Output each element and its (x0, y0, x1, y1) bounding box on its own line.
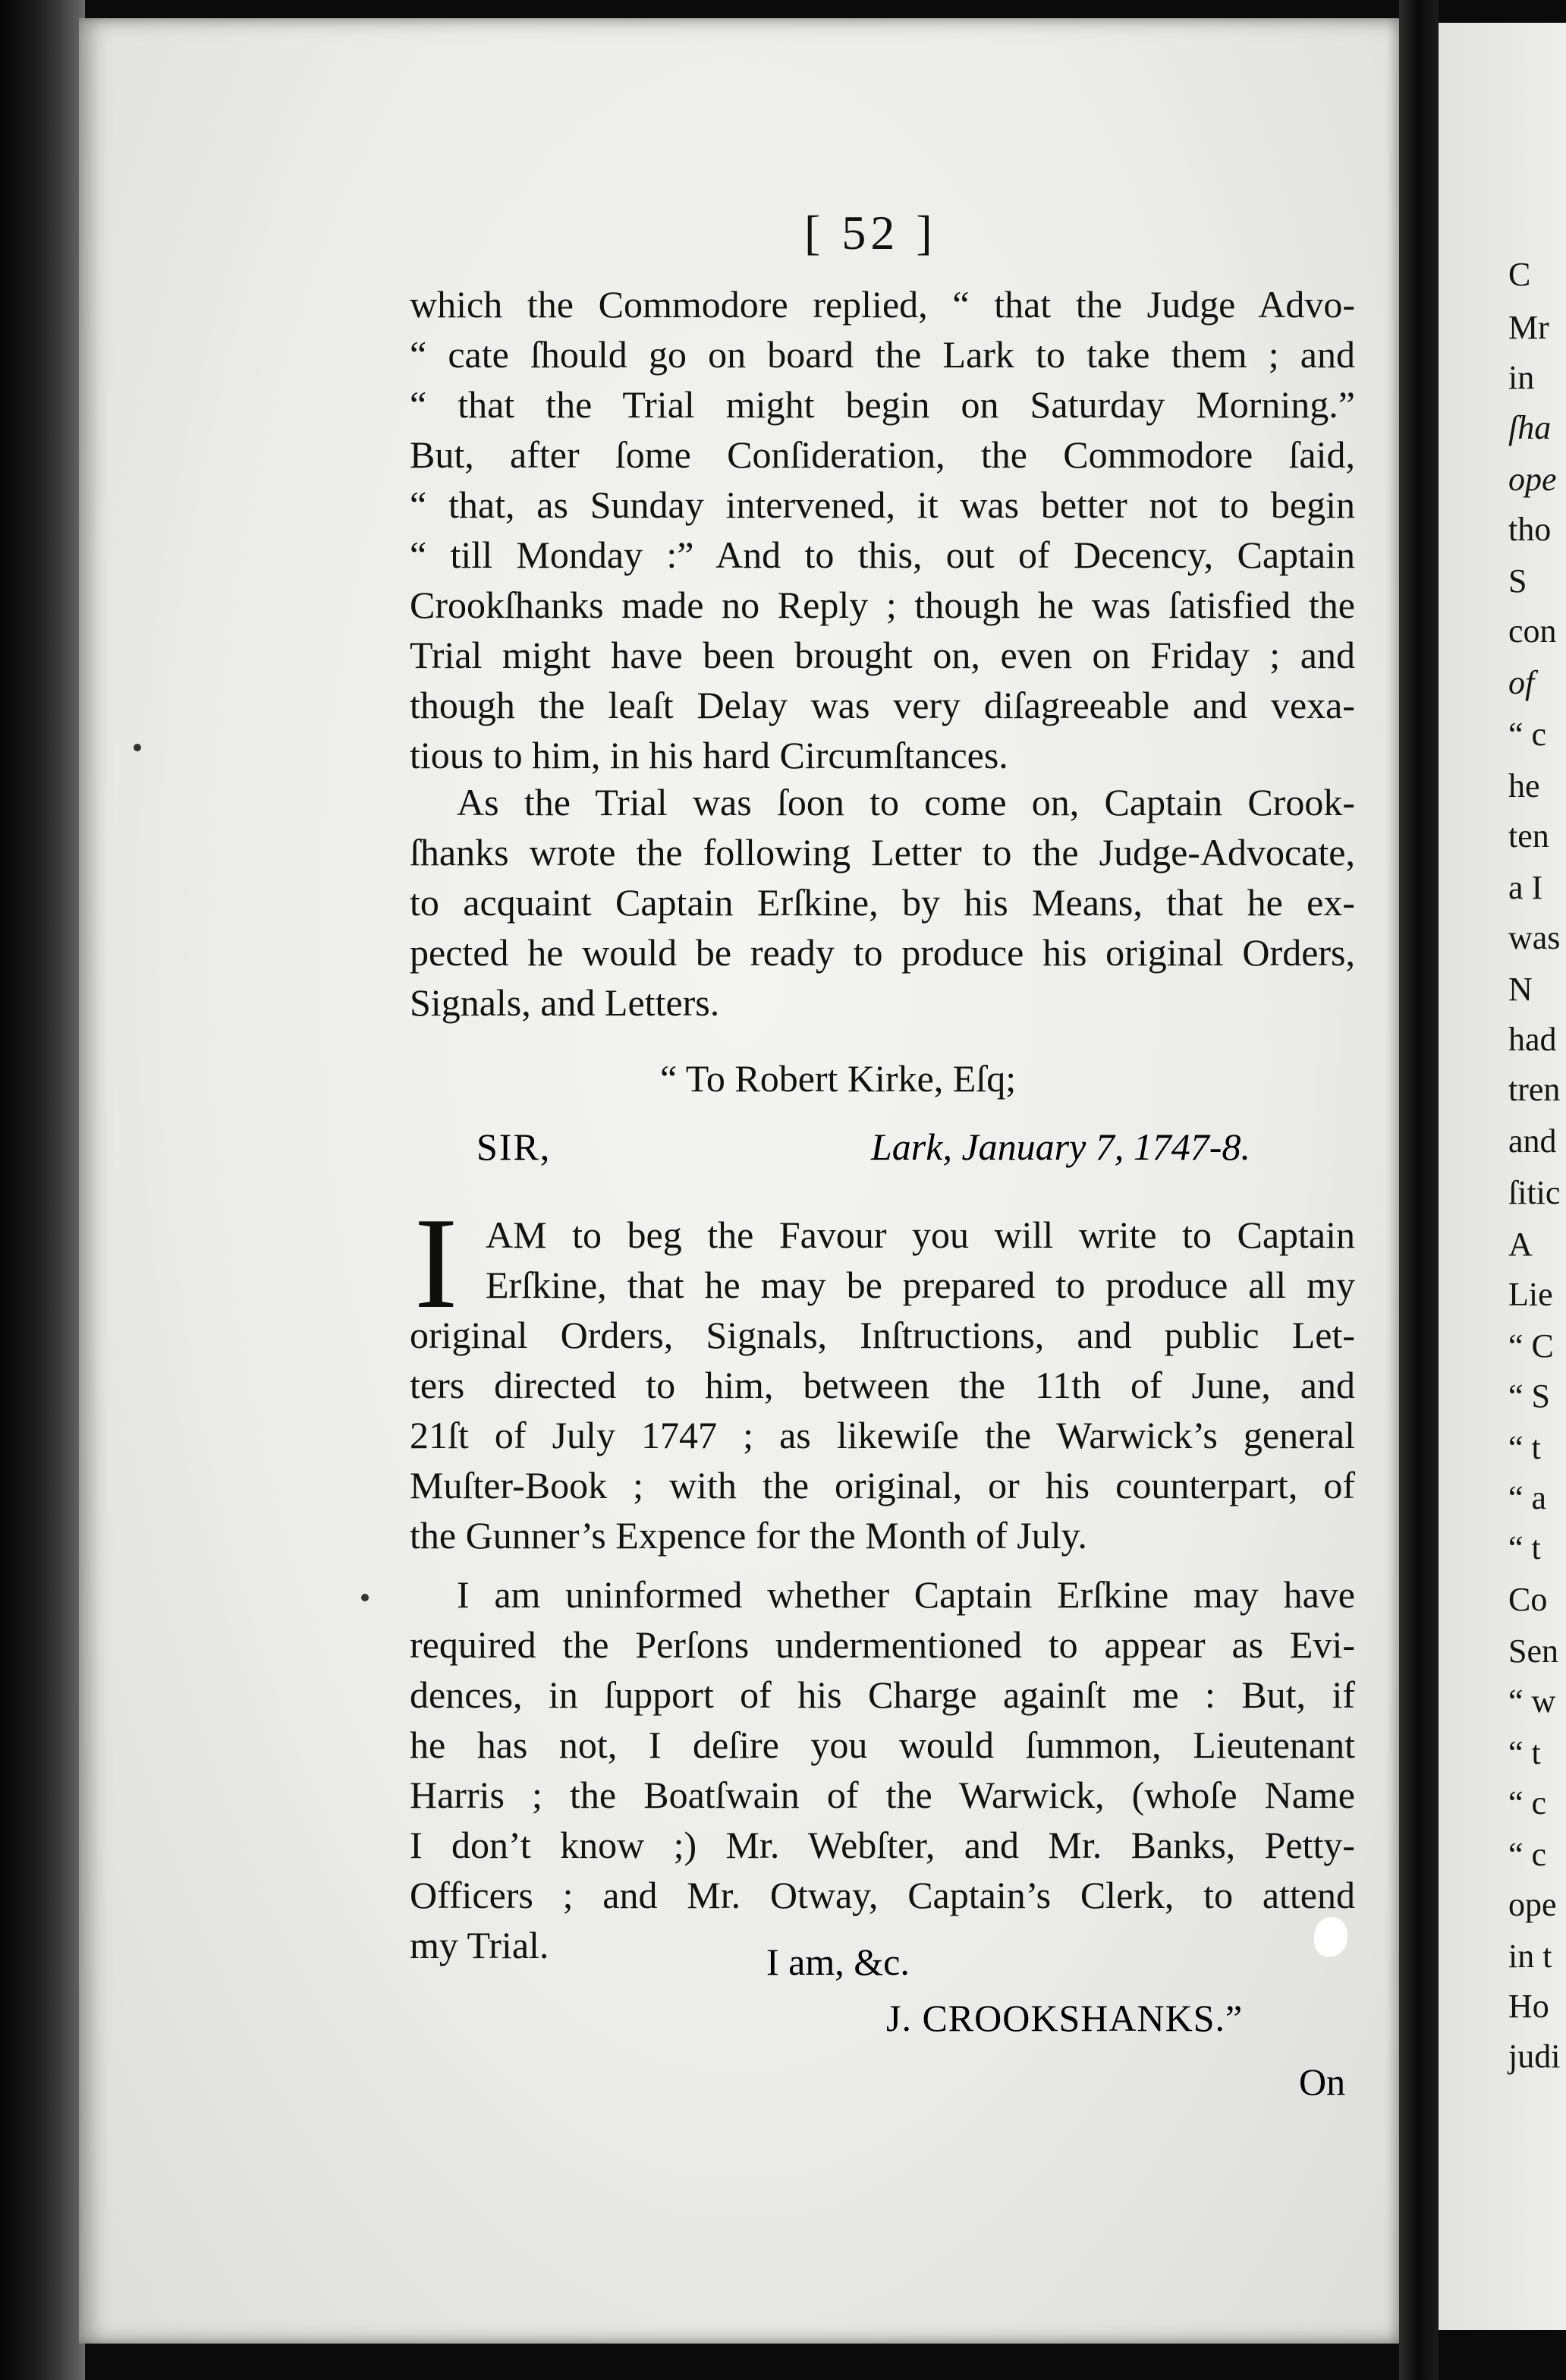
text-line: pected he would be ready to produce his original Orders, (410, 931, 1355, 974)
facing-page-text: “ c (1508, 1784, 1547, 1821)
letter-closing: I am, &c. (766, 1941, 910, 1983)
scan-left-edge (0, 0, 85, 2380)
text-line: I don’t know ;) Mr. Webſter, and Mr. Banks, Petty- (410, 1824, 1355, 1866)
text-line: original Orders, Signals, Inſtructions, and public Let- (410, 1314, 1355, 1356)
facing-page-text: “ S (1508, 1377, 1550, 1415)
facing-page-text: of (1508, 664, 1535, 701)
text-line: Erſkine, that he may be prepared to produce all my (486, 1264, 1355, 1306)
text-line: But, after ſome Conſideration, the Commodore ſaid, (410, 433, 1355, 476)
letter-salutation: SIR, (476, 1125, 552, 1168)
text-line: AM to beg the Favour you will write to Captain (486, 1214, 1355, 1256)
drop-capital: I (414, 1192, 458, 1336)
facing-page-text: “ a (1508, 1479, 1547, 1516)
facing-page-text: “ t (1508, 1429, 1541, 1466)
facing-page-text: and (1508, 1122, 1557, 1160)
text-line: As the Trial was ſoon to come on, Captain Crook- (457, 781, 1355, 823)
text-line: Harris ; the Boatſwain of the Warwick, (whoſe Name (410, 1774, 1355, 1816)
facing-page-text: “ c (1508, 716, 1547, 753)
text-line: “ that, as Sunday intervened, it was better not to begin (410, 483, 1355, 526)
text-line: my Trial. (410, 1924, 549, 1966)
facing-page-text: in t (1508, 1938, 1552, 1975)
facing-page-text: in (1508, 359, 1535, 396)
facing-page-fragment (1439, 23, 1566, 2330)
text-line: to acquaint Captain Erſkine, by his Means, that he ex- (410, 881, 1355, 924)
facing-page-text: judi (1508, 2038, 1561, 2075)
facing-page-text: “ c (1508, 1836, 1547, 1873)
facing-page-text: con (1508, 612, 1557, 650)
facing-page-text: was (1508, 919, 1561, 956)
letter-dateline: Lark, January 7, 1747-8. (871, 1125, 1250, 1168)
ink-speck (361, 1594, 369, 1601)
book-gutter (1399, 0, 1439, 2380)
facing-page-text: N (1508, 971, 1533, 1008)
text-line: 21ſt of July 1747 ; as likewiſe the Warwick’s general (410, 1414, 1355, 1456)
facing-page-text: Ho (1508, 1988, 1549, 2025)
facing-page-text: a I (1508, 869, 1543, 906)
facing-page-text: C (1508, 256, 1531, 293)
facing-page-text: “ C (1508, 1327, 1554, 1365)
text-line: he has not, I deſire you would ſummon, Lieutenant (410, 1724, 1355, 1766)
letter-signature: J. CROOKSHANKS.” (886, 1997, 1244, 2039)
facing-page-text: he (1508, 767, 1540, 804)
facing-page-text: “ t (1508, 1734, 1541, 1771)
text-line: though the leaſt Delay was very diſagreeable and vexa- (410, 684, 1355, 726)
text-line: ſhanks wrote the following Letter to the Judge-Advocate, (410, 831, 1355, 874)
facing-page-text: Sen (1508, 1632, 1558, 1670)
facing-page-text: Co (1508, 1581, 1548, 1618)
facing-page-text: Lie (1508, 1276, 1553, 1313)
text-line: I am uninformed whether Captain Erſkine may have (457, 1573, 1355, 1616)
text-line: Officers ; and Mr. Otway, Captain’s Clerk, to attend (410, 1874, 1355, 1916)
facing-page-text: ſitic (1508, 1174, 1561, 1211)
text-line: which the Commodore replied, “ that the Judge Advo- (410, 283, 1355, 326)
text-line: Crookſhanks made no Reply ; though he was ſatisfied the (410, 584, 1355, 626)
page-number: [ 52 ] (804, 206, 937, 260)
facing-page-text: A (1508, 1226, 1533, 1263)
facing-page-text: ſha (1508, 409, 1552, 446)
text-line: tious to him, in his hard Circumſtances. (410, 734, 1008, 776)
text-line: Muſter-Book ; with the original, or his counterpart, of (410, 1464, 1355, 1506)
text-line: Signals, and Letters. (410, 981, 720, 1024)
facing-page-text: tren (1508, 1071, 1561, 1108)
text-line: dences, in ſupport of his Charge againſt me : But, if (410, 1673, 1355, 1716)
text-line: “ cate ſhould go on board the Lark to take them ; and (410, 333, 1355, 376)
facing-page-text: ope (1508, 461, 1557, 498)
facing-page-text: S (1508, 562, 1527, 600)
facing-page-text: “ w (1508, 1683, 1556, 1720)
text-line: Trial might have been brought on, even on Friday ; and (410, 634, 1355, 676)
facing-page-text: “ t (1508, 1529, 1541, 1566)
facing-page-text: ope (1508, 1886, 1557, 1923)
facing-page-text: ten (1508, 817, 1549, 855)
catchword: On (1299, 2060, 1346, 2103)
facing-page-text: had (1508, 1021, 1557, 1058)
text-line: the Gunner’s Expence for the Month of July. (410, 1514, 1087, 1557)
text-line: ters directed to him, between the 11th of June, and (410, 1364, 1355, 1406)
text-line: “ that the Trial might begin on Saturday Morning.” (410, 383, 1355, 426)
facing-page-text: tho (1508, 511, 1552, 548)
text-line: “ till Monday :” And to this, out of Decency, Captain (410, 534, 1355, 576)
letter-address: “ To Robert Kirke, Eſq; (660, 1057, 1017, 1100)
facing-page-text: Mr (1508, 309, 1549, 346)
ink-speck (134, 744, 141, 751)
text-line: required the Perſons undermentioned to appear as Evi- (410, 1623, 1355, 1666)
